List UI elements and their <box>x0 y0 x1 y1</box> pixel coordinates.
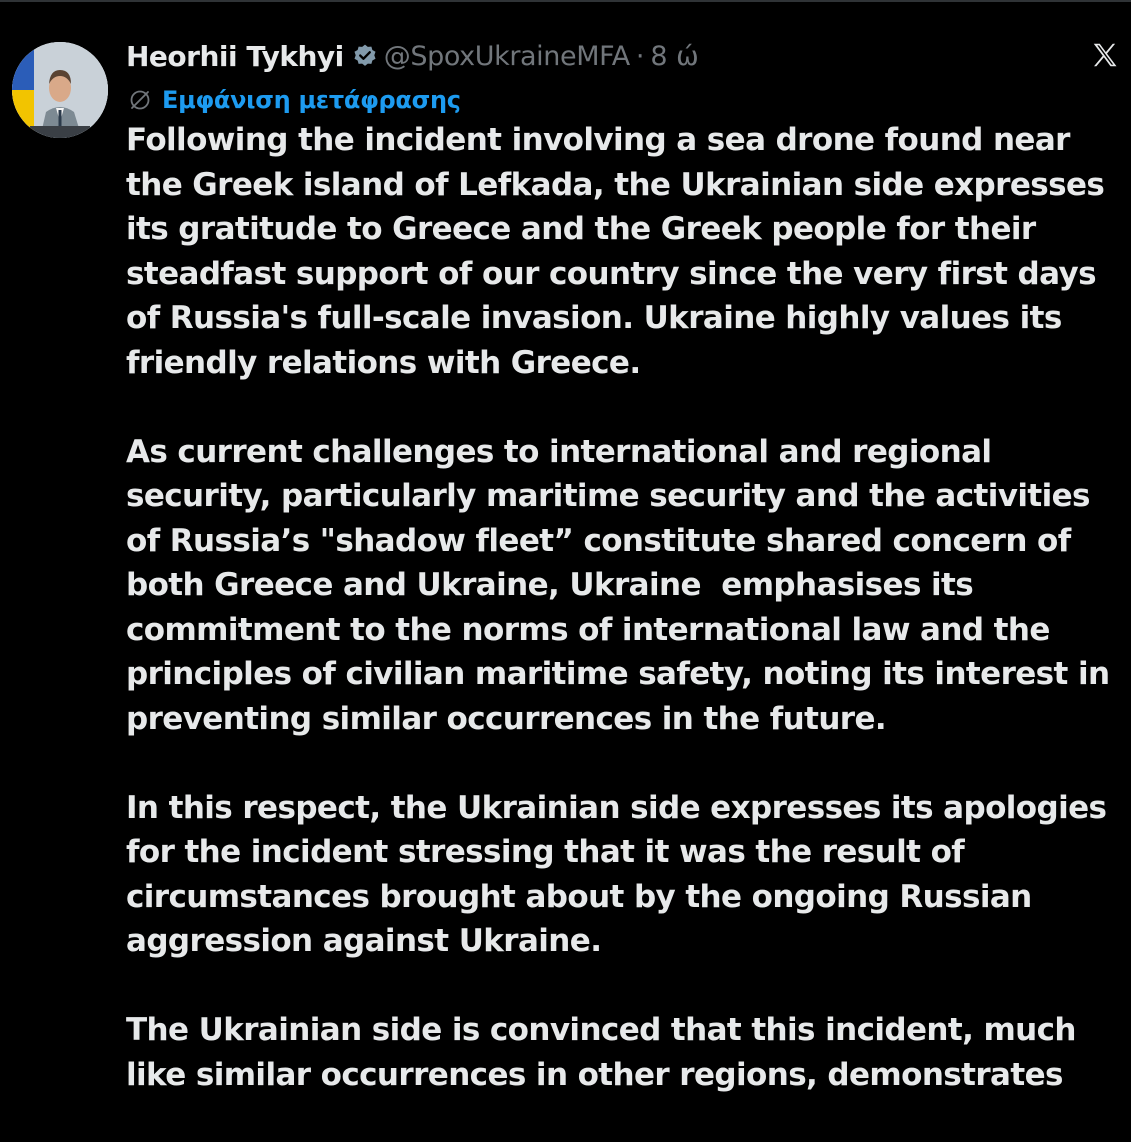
text-line: for the incident stressing that it was the result of <box>126 834 965 870</box>
text-line: both Greece and Ukraine, Ukraine emphasises its <box>126 567 974 603</box>
verified-badge-icon <box>352 43 378 69</box>
text-line: preventing similar occurrences in the future. <box>126 700 887 737</box>
text-line: aggression against Ukraine. <box>126 923 602 959</box>
text-line: The Ukrainian side is convinced that this incident, much <box>126 1012 1076 1048</box>
show-translation-label: Εμφάνιση μετάφρασης <box>162 86 461 114</box>
tweet-paragraph <box>126 118 1126 385</box>
text-line: circumstances brought about by the ongoing Russian <box>126 878 1032 915</box>
tweet-text <box>126 118 1126 1142</box>
text-line: like similar occurrences in other regions, demonstrates <box>126 1056 1063 1093</box>
top-divider <box>0 0 1131 2</box>
text-line: In this respect, the Ukrainian side expresses its apologies <box>126 789 1107 826</box>
text-line: the Greek island of Lefkada, the Ukrainian side expresses <box>126 166 1105 203</box>
text-line: of Russia's full-scale invasion. Ukraine highly values its <box>126 300 1062 336</box>
globe-slash-icon <box>128 88 152 112</box>
text-line: security, particularly maritime security and the activities <box>126 478 1090 514</box>
text-line: its gratitude to Greece and the Greek people for their <box>126 211 1036 247</box>
tweet-paragraph <box>126 430 1126 742</box>
tweet-header <box>126 38 699 74</box>
author-handle[interactable]: @SpoxUkraineMFA <box>383 40 630 72</box>
header-separator: · <box>635 40 645 72</box>
author-name[interactable]: Heorhii Tykhyi <box>126 39 344 73</box>
text-line: Following the incident involving a sea drone found near <box>126 122 1070 158</box>
tweet-paragraph <box>126 1008 1126 1097</box>
avatar-image <box>12 42 108 138</box>
avatar[interactable] <box>12 42 108 138</box>
text-line: of Russia’s "shadow fleet” constitute shared concern of <box>126 522 1071 559</box>
x-logo-icon[interactable] <box>1090 40 1120 70</box>
text-line: commitment to the norms of international law and the <box>126 611 1050 648</box>
tweet-timestamp[interactable]: 8 ώ <box>650 40 699 72</box>
text-line: principles of civilian maritime safety, noting its interest in <box>126 656 1110 692</box>
text-line: steadfast support of our country since the very first days <box>126 255 1096 292</box>
text-line: As current challenges to international and regional <box>126 433 992 470</box>
show-translation-link[interactable] <box>128 84 461 116</box>
text-line: friendly relations with Greece. <box>126 344 641 381</box>
tweet-paragraph <box>126 786 1126 964</box>
